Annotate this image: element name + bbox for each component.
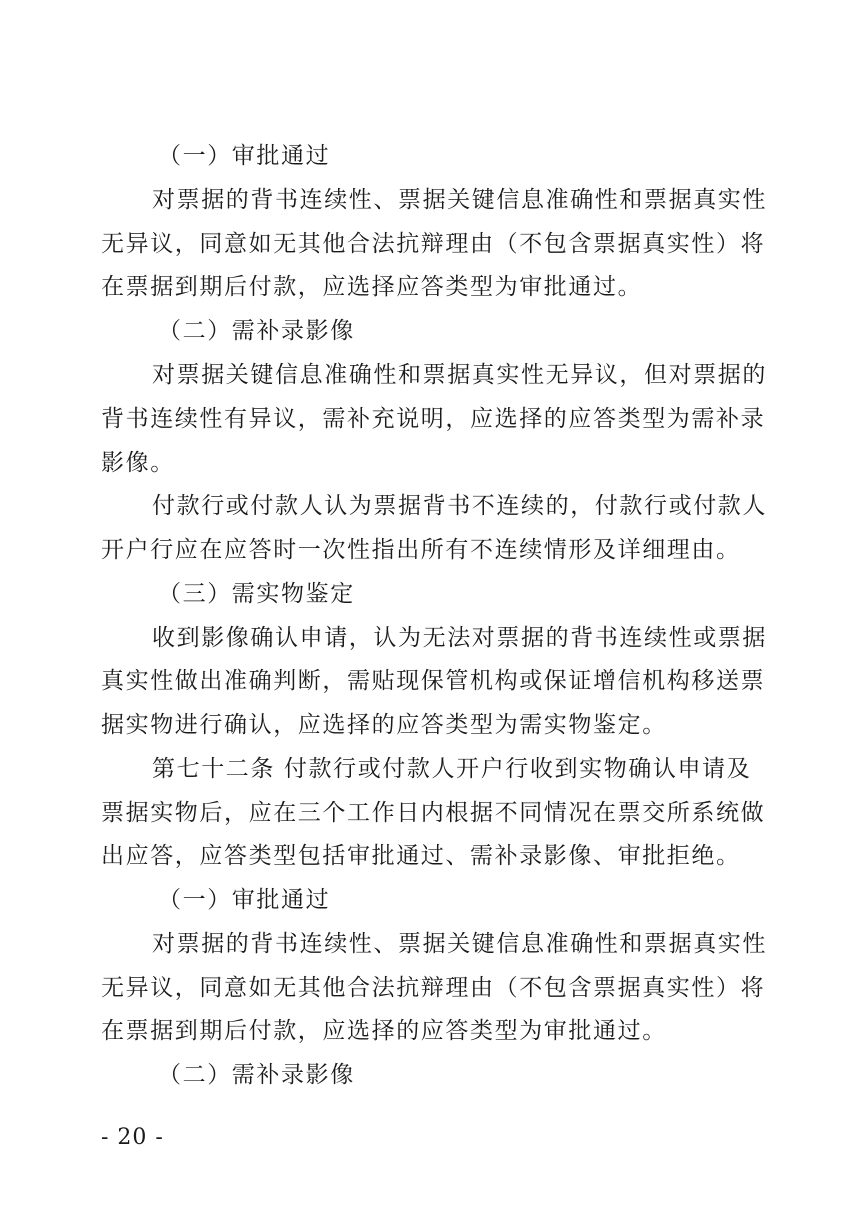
paragraph-line: 出应答，应答类型包括审批通过、需补录影像、审批拒绝。 bbox=[101, 843, 741, 869]
paragraph-line: 在票据到期后付款，应选择的应答类型为审批通过。 bbox=[101, 1018, 667, 1044]
paragraph-line: 真实性做出准确判断，需贴现保管机构或保证增信机构移送票 bbox=[101, 668, 766, 694]
paragraph-line: 无异议，同意如无其他合法抗辩理由（不包含票据真实性）将 bbox=[101, 975, 766, 1001]
paragraph-line: 在票据到期后付款，应选择应答类型为审批通过。 bbox=[101, 274, 643, 300]
paragraph-line: 无异议，同意如无其他合法抗辩理由（不包含票据真实性）将 bbox=[101, 231, 766, 257]
section-heading-supplement-image: （二）需补录影像 bbox=[158, 1062, 355, 1088]
paragraph-line: 影像。 bbox=[101, 450, 175, 476]
paragraph-line: 对票据的背书连续性、票据关键信息准确性和票据真实性 bbox=[152, 931, 767, 957]
section-heading-approval: （一）审批通过 bbox=[158, 143, 331, 169]
paragraph-line: 据实物进行确认，应选择的应答类型为需实物鉴定。 bbox=[101, 712, 667, 738]
paragraph-line: 收到影像确认申请，认为无法对票据的背书连续性或票据 bbox=[152, 625, 767, 651]
paragraph-line: 背书连续性有异议，需补充说明，应选择的应答类型为需补录 bbox=[101, 406, 766, 432]
paragraph-line: 对票据的背书连续性、票据关键信息准确性和票据真实性 bbox=[152, 187, 767, 213]
paragraph-line: 票据实物后，应在三个工作日内根据不同情况在票交所系统做 bbox=[101, 800, 766, 826]
page-number: - 20 - bbox=[101, 1125, 164, 1150]
article-line: 第七十二条 付款行或付款人开户行收到实物确认申请及 bbox=[152, 756, 752, 782]
paragraph-line: 开户行应在应答时一次性指出所有不连续情形及详细理由。 bbox=[101, 537, 741, 563]
paragraph-line: 对票据关键信息准确性和票据真实性无异议，但对票据的 bbox=[152, 362, 767, 388]
section-heading-physical-appraisal: （三）需实物鉴定 bbox=[158, 581, 355, 607]
paragraph-line: 付款行或付款人认为票据背书不连续的，付款行或付款人 bbox=[152, 493, 767, 519]
section-heading-supplement-image: （二）需补录影像 bbox=[158, 318, 355, 344]
section-heading-approval: （一）审批通过 bbox=[158, 887, 331, 913]
